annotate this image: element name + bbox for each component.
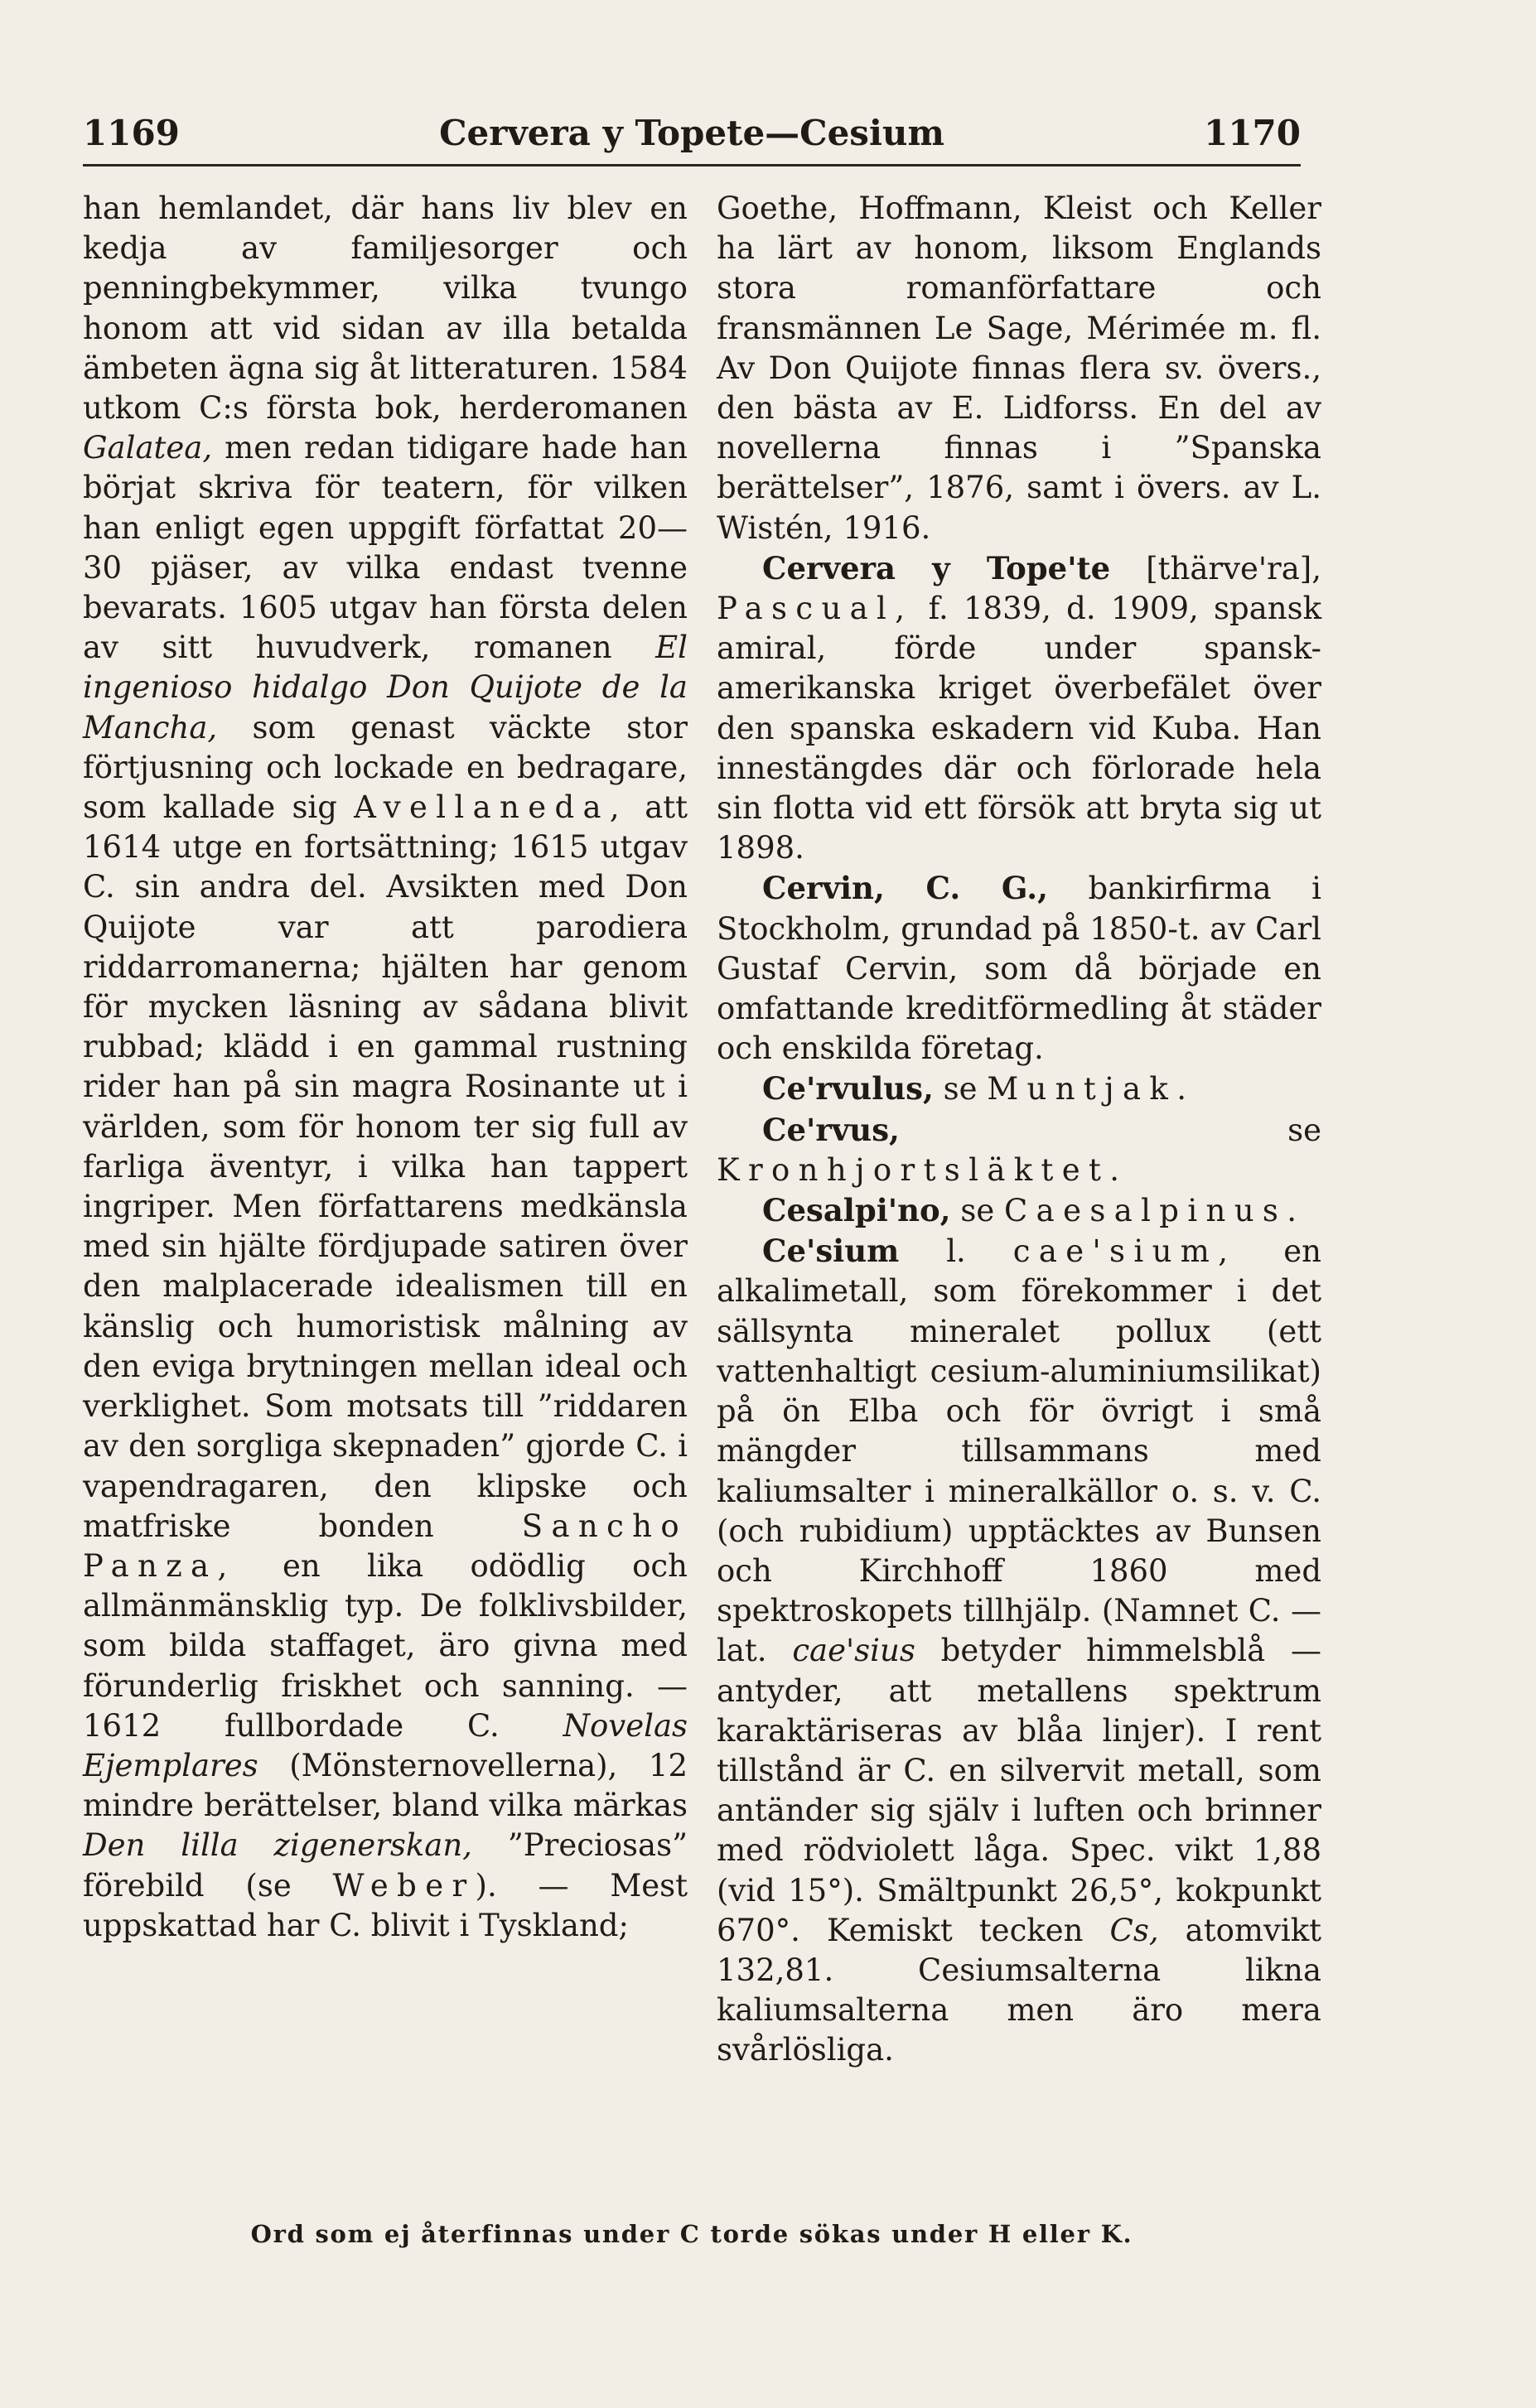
text-run: betyder himmelsblå — antyder, att metallens spektrum karaktäriseras av blåa linjer). I rent tillstånd är C. en silvervit metall, som antänder sig själv i luften och brinner med rödviolett låga. Spec. vikt 1,88 (vid 15°). Smältpunkt 26,5°, kokpunkt 670°. Kemiskt tecken — [717, 1633, 1321, 1948]
entry-cervulus — [717, 1069, 1321, 1109]
header-rule — [83, 164, 1301, 166]
right-page-number: 1170 — [1204, 113, 1301, 153]
entry-headword: Cervera y Tope'te — [762, 549, 1111, 586]
page-footer: Ord som ej återfinnas under C torde sökas under H eller K. — [250, 2220, 1133, 2248]
text-run: bankirfirma i Stockholm, grundad på 1850-t. av Carl Gustaf Cervin, som då började en omfattande kreditförmedling åt städer och enskilda företag. — [717, 871, 1321, 1067]
cross-reference[interactable]: Weber — [332, 1867, 476, 1904]
text-run: en alkalimetall, som förekommer i det sällsynta mineralet pollux (ett vattenhaltigt cesium-aluminiumsilikat) på ön Elba och för övrigt i små mängder tillsammans med kaliumsalter i mineralkällor o. s. v. C. (och rubidium) upptäcktes av Bunsen och Kirchhoff 1860 med spektroskopets tillhjälp. (Namnet C. — lat. — [717, 1233, 1321, 1669]
entry-cervus — [717, 1110, 1321, 1190]
italic-title: Novelas Ejemplares — [83, 1707, 688, 1783]
text-run: se — [899, 1112, 1321, 1148]
entry-headword: Ce'rvulus, — [762, 1070, 934, 1107]
text-run: [thärve'ra], — [1110, 550, 1321, 586]
spaced-name: Sancho Panza, — [83, 1508, 688, 1584]
italic-title: Den lilla zigenerskan, — [83, 1827, 472, 1864]
text-run: ”Preciosas” förebild (se — [83, 1827, 688, 1904]
text-run: se — [950, 1193, 1004, 1229]
italic-term: cae'sius — [792, 1633, 915, 1669]
entry-cervera-y-topete — [717, 548, 1321, 869]
cross-reference[interactable]: Kronhjortsläktet. — [717, 1151, 1128, 1188]
cervantes-end: Goethe, Hoffmann, Kleist och Keller ha lärt av honom, liksom Englands stora romanförfattare och fransmännen Le Sage, Mérimée m. fl. Av Don Quijote finnas flera sv. övers., den bästa av E. Lidforss. En del av novellerna finnas i ”Spanska berättelser”, 1876, samt i övers. av L. Wistén, 1916. — [717, 191, 1321, 546]
text-run: att 1614 utge en fortsättning; 1615 utgav C. sin andra del. Avsikten med Don Quijote var att parodiera riddarromanerna; hjälten har genom för mycken läsning av sådana blivit rubbad; klädd i en gammal rustning rider han på sin magra Rosinante ut i världen, som för honom ter sig full av farliga äventyr, i vilka han tappert ingriper. Men författarens medkänsla med sin hjälte fördjupade satiren över den malplacerade idealismen till en känslig och humoristisk målning av den eviga brytningen mellan ideal och verklighet. Som motsats till ”riddaren av den sorgliga skepnaden” gjorde C. i vapendragaren, den klipske och matfriske bonden — [83, 789, 688, 1544]
text-run: l. — [899, 1233, 1013, 1270]
running-header — [83, 95, 1301, 153]
entry-headword: Ce'rvus, — [762, 1111, 900, 1148]
text-run: (Mönsternovellerna), 12 mindre berättelser, bland vilka märkas — [83, 1747, 688, 1824]
text-run: som genast väckte stor förtjusning och lockade en bedragare, som kallade sig — [83, 709, 688, 826]
italic-title: Galatea, — [83, 430, 213, 466]
spaced-name: Avellaneda, — [354, 789, 629, 826]
entry-headword: Cesalpi'no, — [762, 1192, 951, 1229]
cross-reference[interactable]: Caesalpinus. — [1004, 1193, 1306, 1229]
entry-headword: Cervin, C. G., — [762, 870, 1048, 907]
spaced-name: cae'sium, — [1012, 1233, 1237, 1270]
entry-cesium — [717, 1231, 1321, 2070]
text-run: ). — Mest uppskattad har C. blivit i Tyskland; — [83, 1867, 688, 1943]
text-run: atomvikt 132,81. Cesiumsalterna likna kaliumsalterna men äro mera svårlösliga. — [717, 1912, 1321, 2068]
entry-headword: Ce'sium — [762, 1233, 900, 1270]
italic-term: Cs, — [1109, 1912, 1159, 1948]
text-run: f. 1839, d. 1909, spansk amiral, förde under spansk-amerikanska kriget överbefälet över den spanska eskadern vid Kuba. Han innestängdes där och förlorade hela sin flotta vid ett försök att bryta sig ut 1898. — [717, 591, 1321, 866]
cross-reference[interactable]: Muntjak. — [987, 1071, 1195, 1107]
page-title: Cervera y Topete—Cesium — [439, 113, 944, 153]
entry-cervin — [717, 868, 1321, 1069]
left-column — [83, 189, 688, 1946]
text-run: en lika odödlig och allmänmänsklig typ. De folklivsbilder, som bilda staffaget, äro givna med förunderlig friskhet och sanning. — 1612 fullbordade C. — [83, 1547, 688, 1744]
text-run: se — [933, 1071, 988, 1107]
cervantes-continuation — [83, 189, 688, 1946]
spaced-name: Pascual, — [717, 591, 914, 627]
text-run: men redan tidigare hade han börjat skriva för teatern, för vilken han enligt egen uppgift författat 20—30 pjäser, av vilka endast tvenne bevarats. 1605 utgav han första delen av sitt huvudverk, romanen — [83, 430, 688, 666]
text-run: han hemlandet, där hans liv blev en kedja av familjesorger och penningbekymmer, vilka tvungo honom att vid sidan av illa betalda ämbeten ägna sig åt litteraturen. 1584 utkom C:s första bok, herderomanen — [83, 191, 688, 427]
right-column — [717, 189, 1321, 2071]
entry-cesalpino — [717, 1190, 1321, 1231]
left-page-number: 1169 — [83, 113, 180, 153]
italic-title: El ingenioso hidalgo Don Quijote de la Mancha, — [83, 630, 688, 746]
